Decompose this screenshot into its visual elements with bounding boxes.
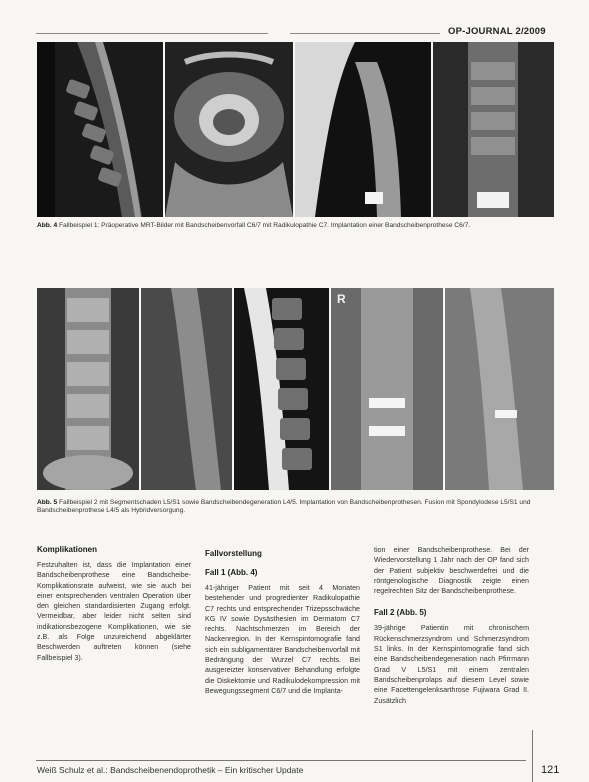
page-number: 121	[541, 764, 560, 776]
figure5-image-3	[234, 288, 329, 490]
figure5-panel-marker: R	[337, 292, 346, 306]
complications-heading: Komplikationen	[37, 545, 98, 554]
case1-continued-body: tion einer Bandscheibenprothese. Bei der Wiedervorstellung 1 Jahr nach der OP fand sich der Patient subjektiv beschwerdefrei und die röntgenologische Diagnostik zeigte einen regelrechten Sitz der Bandscheibenprothese.	[374, 546, 529, 596]
column-1	[37, 545, 191, 663]
figure4-image-2	[165, 42, 293, 217]
header-rule-left	[36, 33, 268, 34]
figure4-image-4	[433, 42, 554, 217]
header-rule-right	[290, 33, 440, 34]
figure4-caption-text: Fallbeispiel 1: Präoperative MRT-Bilder mit Bandscheibenvorfall C6/7 mit Radikulopathie C7. Implantation einer Bandscheibenprothese C6/7.	[59, 222, 471, 229]
figure4-image-3	[295, 42, 431, 217]
figure4-caption	[37, 222, 553, 230]
column-2	[205, 549, 360, 696]
complications-body: Festzuhalten ist, dass die Implantation einer Bandscheibenprothese eine Bandscheibe-Komplikationsrate aufweist, wie sie auch bei einer entsprechenden ventralen Operation über den gleichen standardisierten Zugang erfolgt. Vermeidbar, aber leider nicht selten sind indikationsbezogene Komplikationen, wie sie z.B. als Folge unzureichend abgeklärter Beschwerden auftreten können (siehe Fallbeispiel 3).	[37, 561, 191, 662]
figure5-image-1	[37, 288, 139, 490]
figure5-image-5	[445, 288, 554, 490]
case1-body: 41-jähriger Patient mit seit 4 Monaten bestehender und progredienter Radikulopathie C7 rechts und entsprechender Trizepsschwäche KG IV sowie Dysästhesien im Dermatom C7 rechts. Nachtschmerzen im Bereich der Nackenregion. In der Kernspintomografie fand sich ein subligamentärer Bandscheibenvorfall mit Bedrängung der Wurzel C7 rechts. Bei ausgereizter konservativer Behandlung erfolgte die Diskektomie und Radikulodekompression mit Bewegungssegment C6/7 und die Implanta-	[205, 584, 360, 695]
case1-heading: Fall 1 (Abb. 4)	[205, 568, 258, 577]
figure5-image-4	[331, 288, 443, 490]
journal-title: OP-JOURNAL 2/2009	[448, 26, 546, 37]
figure5-caption-text: Fallbeispiel 2 mit Segmentschaden L5/S1 sowie Bandscheibendegeneration L4/5. Implantation von Bandscheibenprothesen. Fusion mit Spondylodese L5/S1 und Bandscheibenprothese L4/5 als Hybridversorgung.	[37, 499, 531, 515]
column-3	[374, 545, 529, 706]
case2-heading: Fall 2 (Abb. 5)	[374, 608, 427, 618]
figure5-image-2	[141, 288, 232, 490]
figure4-image-1	[37, 42, 163, 217]
figure5-caption	[37, 499, 553, 516]
page-number-divider	[532, 730, 533, 782]
case2-body: 39-jährige Patientin mit chronischem Rückenschmerzsyndrom und Schmerzsyndrom S1 links. In der Kernspintomografie fand sich eine Bandscheibendegeneration nach Pfirrmann Grad V L5/S1 mit einem zentralen Bandscheibenprolaps auf diesem Level sowie eine Facettengelenksarthrose Fujiwara Grad II. Zusätzlich	[374, 624, 529, 705]
figure5-caption-label: Abb. 5	[37, 499, 58, 506]
footer-text: Weiß Schulz et al.: Bandscheibenendoprothetik – Ein kritischer Update	[37, 765, 304, 775]
figure4-caption-label: Abb. 4	[37, 222, 58, 229]
case-presentation-heading: Fallvorstellung	[205, 549, 262, 558]
footer-rule	[36, 760, 526, 761]
